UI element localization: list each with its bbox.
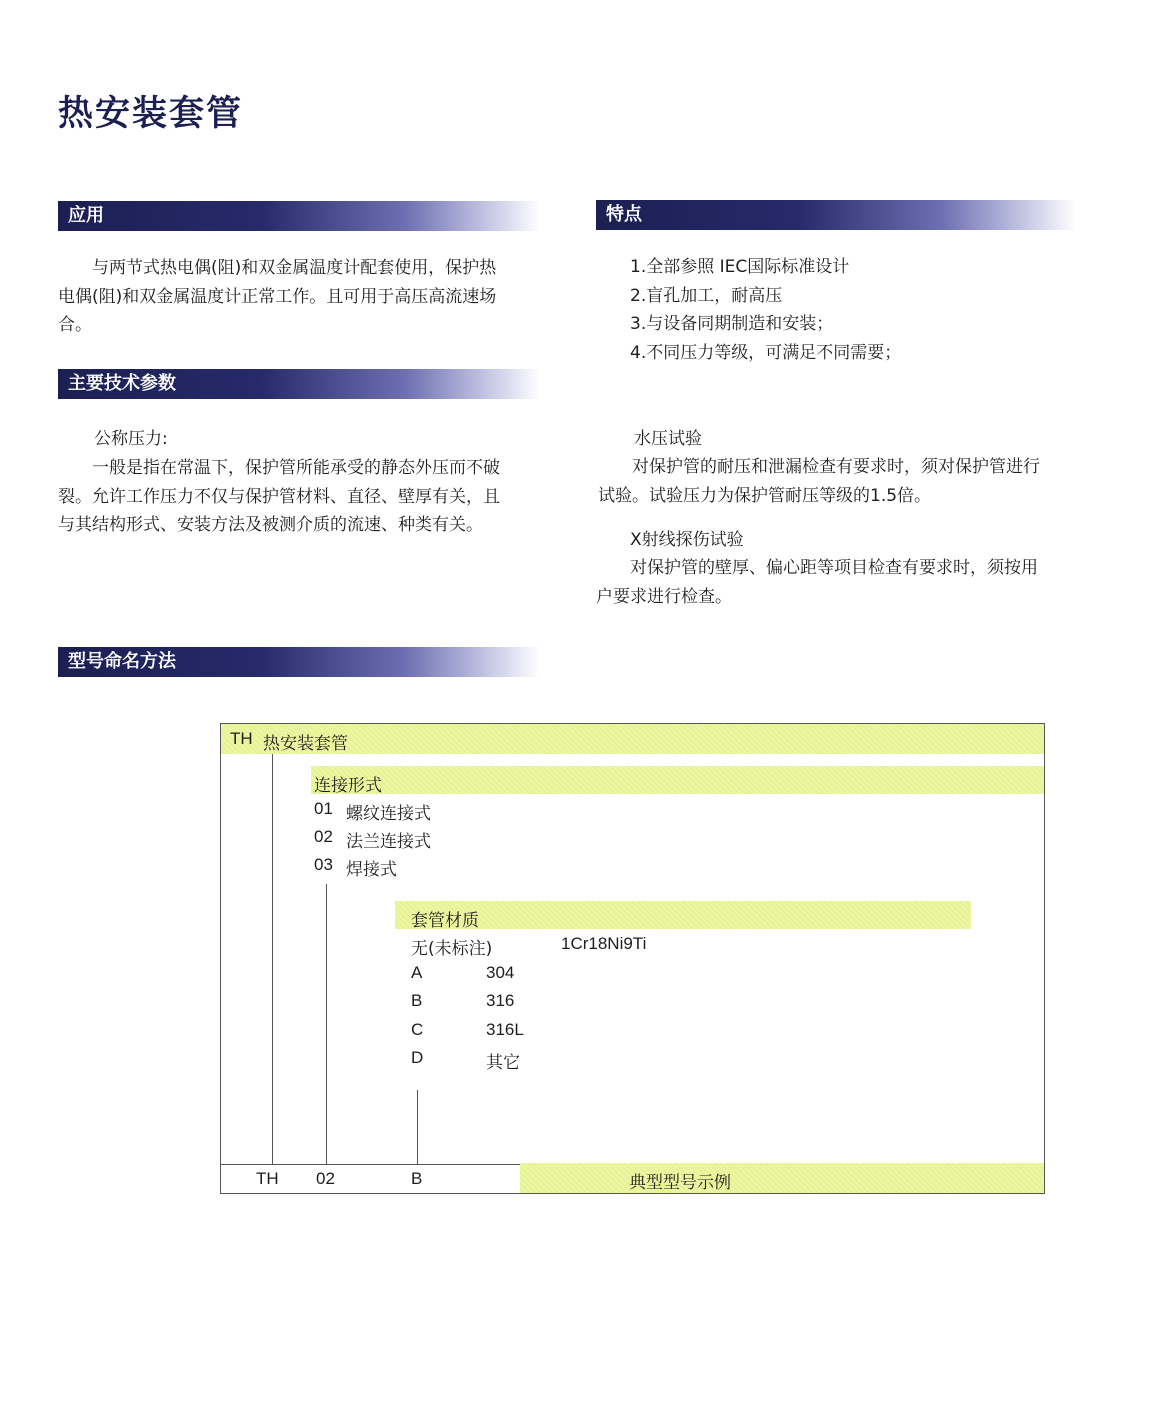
material-title: 套管材质 — [411, 911, 479, 931]
material-option-code: B — [411, 991, 423, 1010]
section-header-label: 特点 — [606, 204, 642, 225]
text-line: 与其结构形式、安装方法及被测介质的流速、种类有关。 — [58, 515, 483, 535]
root-code: TH — [230, 729, 253, 748]
connection-option-label: 焊接式 — [346, 860, 397, 880]
material-option-value: 其它 — [486, 1053, 520, 1073]
page-title: 热安装套管 — [58, 94, 244, 134]
xray-test-title: X射线探伤试验 — [630, 530, 744, 550]
connection-option-label: 法兰连接式 — [346, 832, 431, 852]
material-band — [395, 901, 971, 929]
pressure-title: 公称压力: — [94, 429, 168, 449]
root-name: 热安装套管 — [263, 734, 348, 754]
section-header-features — [596, 200, 1076, 230]
text-line: 合。 — [58, 315, 92, 335]
text-line: 对保护管的壁厚、偏心距等项目检查有要求时，须按用 — [596, 558, 1038, 578]
section-header-label: 型号命名方法 — [68, 651, 176, 672]
example-band — [520, 1163, 1044, 1193]
example-top-line — [220, 1164, 520, 1165]
features-list — [630, 253, 901, 367]
diagram-top-border — [220, 723, 1045, 724]
section-header-label: 应用 — [68, 205, 104, 226]
connection-option-code: 02 — [314, 827, 333, 846]
connector-material — [417, 1090, 418, 1164]
list-item: 4.不同压力等级，可满足不同需要； — [630, 342, 902, 363]
text-line: 电偶(阻)和双金属温度计正常工作。且可用于高压高流速场 — [58, 286, 497, 307]
example-code-material: B — [411, 1169, 423, 1188]
section-header-application — [58, 201, 540, 231]
material-option-value: 304 — [486, 963, 515, 982]
text-line: 一般是指在常温下，保护管所能承受的静态外压而不破 — [58, 458, 500, 478]
material-option-value: 1Cr18Ni9Ti — [561, 934, 647, 953]
material-option-value: 316 — [486, 991, 515, 1010]
text-line: 户要求进行检查。 — [596, 586, 732, 607]
text-line: 与两节式热电偶(阻)和双金属温度计配套使用，保护热 — [58, 258, 497, 278]
example-code-type: TH — [256, 1169, 279, 1188]
diagram-left-border — [220, 723, 221, 1194]
material-option-code: C — [411, 1020, 424, 1039]
connection-title: 连接形式 — [314, 776, 382, 796]
connection-band — [311, 766, 1044, 794]
diagram-right-border — [1044, 723, 1045, 1194]
list-item: 1.全部参照 IEC国际标准设计 — [630, 257, 850, 277]
material-option-code: A — [411, 963, 423, 982]
xray-test-text — [596, 554, 1038, 611]
text-line: 试验。试验压力为保护管耐压等级的1.5倍。 — [598, 485, 932, 506]
list-item: 3.与设备同期制造和安装； — [630, 314, 834, 334]
list-item: 2.盲孔加工，耐高压 — [630, 285, 783, 306]
section-header-naming — [58, 647, 540, 677]
connection-option-label: 螺纹连接式 — [346, 804, 431, 824]
material-option-code: D — [411, 1048, 424, 1067]
diagram-bottom-border — [220, 1193, 1045, 1194]
application-text — [58, 254, 496, 340]
text-line: 裂。允许工作压力不仅与保护管材料、直径、壁厚有关，且 — [58, 486, 500, 507]
material-option-code: 无(未标注) — [411, 939, 493, 959]
hydro-test-text — [598, 453, 1040, 510]
text-line: 对保护管的耐压和泄漏检查有要求时，须对保护管进行 — [598, 457, 1040, 477]
example-code-connection: 02 — [316, 1169, 335, 1188]
material-option-value: 316L — [486, 1020, 524, 1039]
connection-option-code: 01 — [314, 799, 333, 818]
connector-root — [272, 754, 273, 1164]
section-header-label: 主要技术参数 — [68, 373, 176, 394]
hydro-test-title: 水压试验 — [634, 429, 702, 449]
example-label: 典型型号示例 — [629, 1173, 731, 1193]
connector-connection — [326, 884, 327, 1164]
section-header-params — [58, 369, 540, 399]
pressure-text — [58, 454, 500, 540]
connection-option-code: 03 — [314, 855, 333, 874]
